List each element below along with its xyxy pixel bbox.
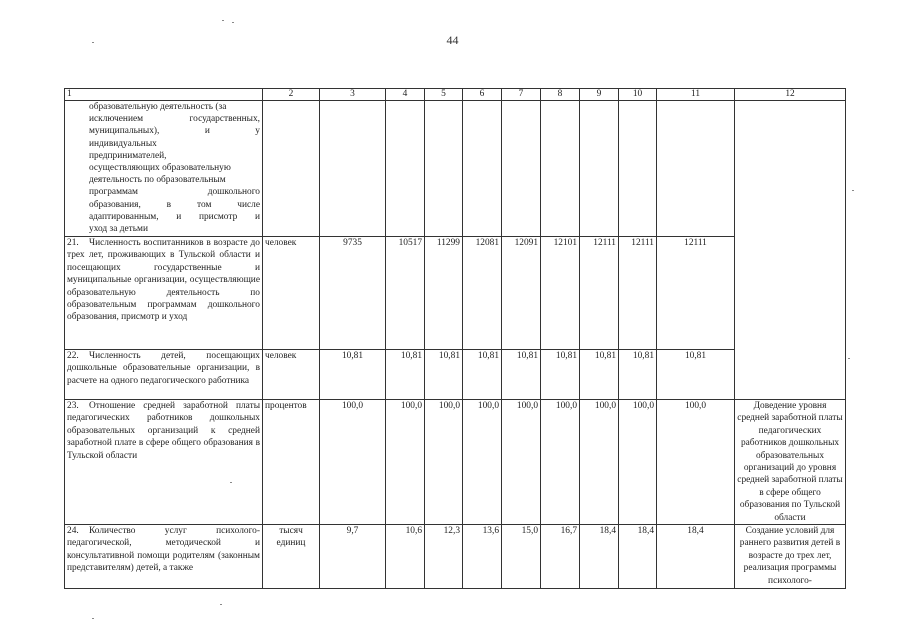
- table-row: [65, 525, 846, 589]
- indicator-name: 23. Отношение средней заработной платы педагогических работников дошкольных образовательных организаций к средней заработной плате в сфере общего образования в Тульской области: [65, 400, 263, 525]
- value-cell: 100,0: [657, 400, 735, 525]
- value-cell: 10,6: [386, 525, 425, 589]
- table-row: [65, 350, 846, 400]
- header-cell: 2: [263, 89, 320, 101]
- value-cell: 10,81: [619, 350, 657, 400]
- value-cell: 10,81: [541, 350, 580, 400]
- header-cell: 7: [502, 89, 541, 101]
- value-cell: 12,3: [425, 525, 463, 589]
- value-cell: 12111: [580, 237, 619, 350]
- scan-speck: [232, 22, 234, 23]
- header-cell: 8: [541, 89, 580, 101]
- scan-speck: [848, 358, 850, 359]
- value-cell: 10517: [386, 237, 425, 350]
- table-cell: [541, 101, 580, 237]
- value-cell: 15,0: [502, 525, 541, 589]
- value-cell: 100,0: [580, 400, 619, 525]
- continuation-text: образовательную деятельность (за исключением государственных, муниципальных), и у индивидуальных предпринимателей, осуществляющих образовательную деятельность по образовательным программам дошкольного образования, в том числе адаптированным, и присмотр и уход за детьми: [65, 101, 263, 237]
- indicator-name: 24. Количество услуг психолого-педагогической, методической и консультативной помощи родителям (законным представителям) детей, а также: [65, 525, 263, 589]
- unit-cell: человек: [263, 237, 320, 350]
- table-cell: [463, 101, 502, 237]
- header-cell: 10: [619, 89, 657, 101]
- value-cell: 10,81: [463, 350, 502, 400]
- value-cell: 12091: [502, 237, 541, 350]
- value-cell: 9735: [320, 237, 386, 350]
- value-cell: 13,6: [463, 525, 502, 589]
- value-cell: 9,7: [320, 525, 386, 589]
- header-cell: 11: [657, 89, 735, 101]
- scan-speck: [852, 190, 854, 191]
- header-cell: 9: [580, 89, 619, 101]
- row-number: 21.: [67, 238, 79, 248]
- header-cell: 12: [735, 89, 846, 101]
- comment-cell: Создание условий для раннего развития детей в возрасте до трех лет, реализация программы психолого-: [735, 525, 846, 589]
- scan-speck: [92, 618, 94, 619]
- value-cell: 100,0: [425, 400, 463, 525]
- comment-cell: Доведение уровня средней заработной платы педагогических работников дошкольных образовательных организаций до уровня средней заработной платы в сфере общего образования по Тульской области: [735, 400, 846, 525]
- value-cell: 10,81: [425, 350, 463, 400]
- table-cell: [386, 101, 425, 237]
- value-cell: 10,81: [502, 350, 541, 400]
- value-cell: 18,4: [580, 525, 619, 589]
- scan-speck: [222, 20, 224, 21]
- table-cell: [580, 101, 619, 237]
- header-row: [65, 89, 846, 101]
- table-cell: [425, 101, 463, 237]
- value-cell: 100,0: [320, 400, 386, 525]
- header-cell: 1: [65, 89, 263, 101]
- value-cell: 11299: [425, 237, 463, 350]
- value-cell: 10,81: [320, 350, 386, 400]
- row-number: 22.: [67, 351, 79, 361]
- header-cell: 4: [386, 89, 425, 101]
- unit-cell: тысяч единиц: [263, 525, 320, 589]
- table-row: [65, 101, 846, 237]
- value-cell: 100,0: [541, 400, 580, 525]
- table-row: [65, 237, 846, 350]
- header-cell: 5: [425, 89, 463, 101]
- header-cell: 6: [463, 89, 502, 101]
- table-cell: [619, 101, 657, 237]
- value-cell: 100,0: [386, 400, 425, 525]
- value-cell: 10,81: [657, 350, 735, 400]
- row-number: 24.: [67, 526, 79, 537]
- value-cell: 10,81: [386, 350, 425, 400]
- value-cell: 12081: [463, 237, 502, 350]
- table-cell: [320, 101, 386, 237]
- unit-cell: процентов: [263, 400, 320, 525]
- value-cell: 10,81: [580, 350, 619, 400]
- value-cell: 12101: [541, 237, 580, 350]
- value-cell: 100,0: [502, 400, 541, 525]
- header-cell: 3: [320, 89, 386, 101]
- indicator-name: 22. Численность детей, посещающих дошкольные образовательные организации, в расчете на одного педагогического работника: [65, 350, 263, 400]
- unit-cell: человек: [263, 350, 320, 400]
- value-cell: 100,0: [463, 400, 502, 525]
- scan-speck: [92, 42, 94, 43]
- page-number: 44: [446, 33, 459, 47]
- scan-speck: [230, 482, 232, 483]
- scan-speck: [220, 604, 222, 605]
- value-cell: 12111: [657, 237, 735, 350]
- table-row: [65, 400, 846, 525]
- indicator-name: 21. Численность воспитанников в возрасте до трех лет, проживающих в Тульской области и посещающих государственные и муниципальные организации, осуществляющие образовательную деятельность по образовательным программам дошкольного образования, присмотр и уход: [65, 237, 263, 350]
- table-cell: [657, 101, 735, 237]
- value-cell: 100,0: [619, 400, 657, 525]
- value-cell: 18,4: [619, 525, 657, 589]
- value-cell: 18,4: [657, 525, 735, 589]
- indicators-table: [64, 88, 846, 589]
- value-cell: 16,7: [541, 525, 580, 589]
- row-number: 23.: [67, 401, 79, 411]
- table-cell: [263, 101, 320, 237]
- table-cell: [502, 101, 541, 237]
- comment-cell: [735, 101, 846, 400]
- value-cell: 12111: [619, 237, 657, 350]
